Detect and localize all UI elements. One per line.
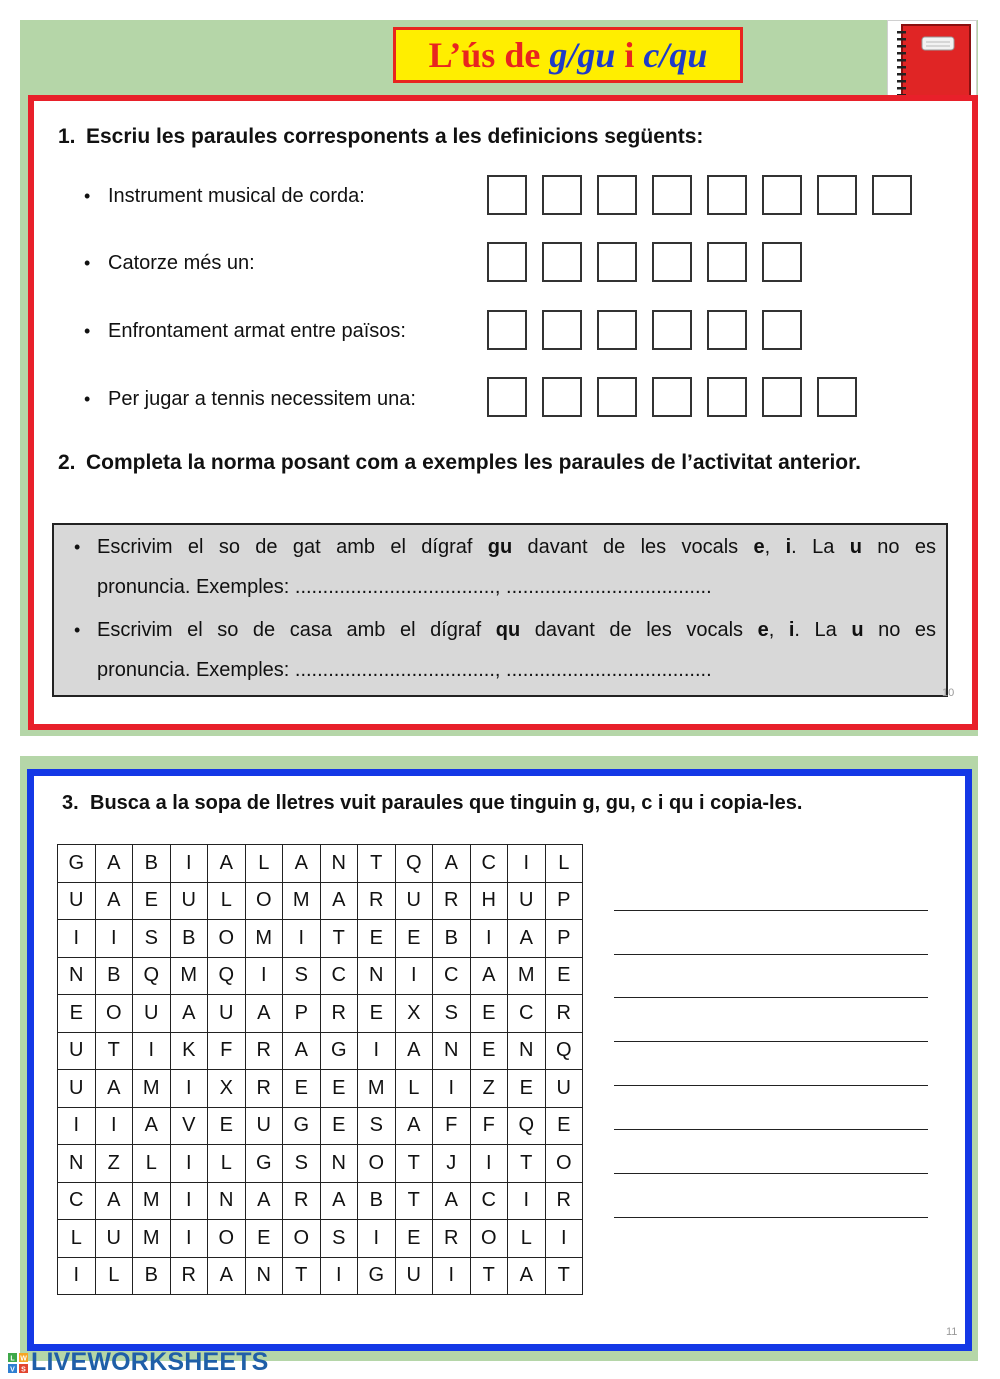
grid-row [58, 995, 583, 1033]
notebook-icon [887, 20, 977, 106]
grid-cell[interactable]: H [470, 882, 508, 920]
grid-cell[interactable]: E [320, 1107, 358, 1145]
grid-cell[interactable]: N [58, 957, 96, 995]
grid-cell[interactable]: U [395, 882, 433, 920]
rule-1-digraph: gu [487, 536, 513, 558]
grid-cell[interactable]: C [508, 995, 546, 1033]
rule-1-letter-u: u [849, 536, 862, 558]
grid-cell[interactable]: P [545, 920, 583, 958]
grid-cell[interactable]: T [283, 1257, 321, 1295]
grid-cell[interactable]: S [133, 920, 171, 958]
grid-cell[interactable]: F [208, 1032, 246, 1070]
grid-cell[interactable]: R [433, 882, 471, 920]
grid-cell[interactable]: I [508, 845, 546, 883]
grid-cell[interactable]: L [95, 1257, 133, 1295]
answer-boxes-1[interactable] [487, 175, 912, 215]
grid-cell[interactable]: A [283, 845, 321, 883]
grid-cell[interactable]: C [58, 1182, 96, 1220]
grid-cell[interactable]: U [58, 1032, 96, 1070]
grid-cell[interactable]: E [395, 1220, 433, 1258]
grid-cell[interactable]: N [508, 1032, 546, 1070]
answer-line[interactable] [614, 997, 928, 998]
grid-cell[interactable]: E [283, 1070, 321, 1108]
grid-cell[interactable]: T [470, 1257, 508, 1295]
grid-cell[interactable]: G [320, 1032, 358, 1070]
question-1-text: Escriu les paraules corresponents a les definicions següents: [86, 125, 704, 148]
title-c: c/qu [643, 35, 708, 75]
liveworksheets-logo-icon [8, 1353, 28, 1373]
grid-cell[interactable]: A [133, 1107, 171, 1145]
grid-cell[interactable]: A [245, 995, 283, 1033]
letter-box[interactable] [817, 175, 857, 215]
grid-row [58, 845, 583, 883]
grid-cell[interactable]: O [545, 1145, 583, 1183]
answer-boxes-3[interactable] [487, 310, 802, 350]
grid-row [58, 1145, 583, 1183]
letter-box[interactable] [542, 377, 582, 417]
grid-cell[interactable]: Q [208, 957, 246, 995]
grid-cell[interactable]: C [433, 957, 471, 995]
grid-cell[interactable]: I [133, 1032, 171, 1070]
grid-cell[interactable]: I [433, 1070, 471, 1108]
logo-letter: S [21, 1366, 26, 1373]
grid-cell[interactable]: N [320, 1145, 358, 1183]
grid-cell[interactable]: F [470, 1107, 508, 1145]
rule-2-text-a: Escrivim el so de casa amb el dígraf [97, 619, 496, 641]
letter-box[interactable] [707, 242, 747, 282]
grid-cell[interactable]: B [133, 845, 171, 883]
question-3-text: Busca a la sopa de lletres vuit paraules que tinguin g, gu, c i qu i copia-les. [90, 792, 803, 814]
grid-cell[interactable]: U [208, 995, 246, 1033]
grid-cell[interactable]: Q [133, 957, 171, 995]
grid-row [58, 1107, 583, 1145]
grid-cell[interactable]: U [133, 995, 171, 1033]
grid-cell[interactable]: A [433, 1182, 471, 1220]
grid-cell[interactable]: Z [95, 1145, 133, 1183]
grid-cell[interactable]: Q [545, 1032, 583, 1070]
grid-cell[interactable]: I [283, 920, 321, 958]
rule-2-text-d: . La [794, 619, 852, 641]
grid-cell[interactable]: M [508, 957, 546, 995]
grid-cell[interactable]: K [170, 1032, 208, 1070]
grid-cell[interactable]: A [95, 845, 133, 883]
rule-1: • Escrivim el so de gat amb el dígraf gu davant de les vocals e, i. La u no es pronuncia. Exemples: ...................................., ..................................... [74, 527, 936, 607]
grid-cell[interactable]: A [395, 1107, 433, 1145]
rule-1-text-d: . La [791, 536, 850, 558]
grid-cell[interactable]: R [283, 1182, 321, 1220]
grid-cell[interactable]: O [470, 1220, 508, 1258]
grid-cell[interactable]: X [395, 995, 433, 1033]
grid-cell[interactable]: S [320, 1220, 358, 1258]
rule-1-examples[interactable]: pronuncia. Exemples: ...................................., ..................................... [97, 576, 712, 598]
grid-cell[interactable]: S [283, 1145, 321, 1183]
title-pre: L’ús de [428, 35, 550, 75]
grid-cell[interactable]: O [95, 995, 133, 1033]
grid-cell[interactable]: C [470, 845, 508, 883]
grid-cell[interactable]: C [470, 1182, 508, 1220]
grid-cell[interactable]: S [283, 957, 321, 995]
grid-cell[interactable]: E [508, 1070, 546, 1108]
grid-cell[interactable]: A [508, 920, 546, 958]
grid-cell[interactable]: I [545, 1220, 583, 1258]
grid-row [58, 1032, 583, 1070]
grid-cell[interactable]: I [470, 1145, 508, 1183]
grid-row [58, 1182, 583, 1220]
letter-box[interactable] [487, 242, 527, 282]
answer-line[interactable] [614, 910, 928, 911]
grid-cell[interactable]: G [283, 1107, 321, 1145]
grid-cell[interactable]: T [395, 1145, 433, 1183]
definition-2: • Catorze més un: [84, 252, 255, 274]
grid-cell[interactable]: U [58, 1070, 96, 1108]
rule-2-digraph: qu [495, 619, 521, 641]
grid-cell[interactable]: E [470, 1032, 508, 1070]
grid-row [58, 957, 583, 995]
grid-cell[interactable]: R [320, 995, 358, 1033]
letter-box[interactable] [872, 175, 912, 215]
grid-cell[interactable]: U [395, 1257, 433, 1295]
grid-cell[interactable]: A [320, 1182, 358, 1220]
grid-cell[interactable]: I [58, 1257, 96, 1295]
grid-cell[interactable]: G [358, 1257, 396, 1295]
brand-name: LIVEWORKSHEETS [31, 1348, 269, 1376]
grid-cell[interactable]: I [170, 1145, 208, 1183]
grid-cell[interactable]: O [208, 1220, 246, 1258]
page-number-11: 11 [946, 1326, 958, 1338]
grid-cell[interactable]: I [358, 1220, 396, 1258]
grid-cell[interactable]: N [358, 957, 396, 995]
grid-cell[interactable]: U [245, 1107, 283, 1145]
rule-2-vowel-i: i [788, 619, 795, 641]
grid-cell[interactable]: I [358, 1032, 396, 1070]
grid-cell[interactable]: N [58, 1145, 96, 1183]
letter-box[interactable] [762, 242, 802, 282]
grid-cell[interactable]: E [320, 1070, 358, 1108]
grid-cell[interactable]: L [508, 1220, 546, 1258]
grid-cell[interactable]: L [245, 845, 283, 883]
grid-cell[interactable]: L [395, 1070, 433, 1108]
grid-cell[interactable]: U [545, 1070, 583, 1108]
grid-cell[interactable]: T [358, 845, 396, 883]
rule-1-text-c: davant de les vocals [512, 536, 754, 558]
title-mid: i [615, 35, 644, 75]
grid-cell[interactable]: I [95, 1107, 133, 1145]
rule-1-vowel-e: e [753, 536, 765, 558]
grid-cell[interactable]: U [508, 882, 546, 920]
answer-boxes-2[interactable] [487, 242, 802, 282]
rule-2-sep: , [768, 619, 789, 641]
grid-cell[interactable]: M [283, 882, 321, 920]
grid-cell[interactable]: A [320, 882, 358, 920]
exercise-frame-2 [27, 769, 972, 1351]
grid-cell[interactable]: N [245, 1257, 283, 1295]
rule-1-text-a: Escrivim el so de gat amb el dígraf [97, 536, 488, 558]
grid-cell[interactable]: A [95, 1182, 133, 1220]
grid-cell[interactable]: J [433, 1145, 471, 1183]
logo-letter: W [20, 1355, 27, 1362]
grid-cell[interactable]: A [283, 1032, 321, 1070]
rule-1-text-e: no es [861, 536, 936, 558]
grid-cell[interactable]: I [95, 920, 133, 958]
grid-cell[interactable]: E [133, 882, 171, 920]
letter-box[interactable] [597, 175, 637, 215]
rule-2-vowel-e: e [757, 619, 769, 641]
grid-cell[interactable]: I [320, 1257, 358, 1295]
grid-cell[interactable]: M [358, 1070, 396, 1108]
grid-cell[interactable]: E [395, 920, 433, 958]
grid-cell[interactable]: O [283, 1220, 321, 1258]
liveworksheets-brand[interactable] [8, 1348, 269, 1377]
letter-box[interactable] [487, 310, 527, 350]
letter-box[interactable] [762, 310, 802, 350]
grid-cell[interactable]: N [208, 1182, 246, 1220]
grid-cell[interactable]: L [208, 882, 246, 920]
grid-cell[interactable]: U [170, 882, 208, 920]
answer-line[interactable] [614, 1173, 928, 1174]
grid-cell[interactable]: X [208, 1070, 246, 1108]
letter-box[interactable] [652, 310, 692, 350]
definition-1-text: Instrument musical de corda: [108, 185, 365, 207]
definition-3: • Enfrontament armat entre països: [84, 320, 406, 342]
grid-cell[interactable]: Z [470, 1070, 508, 1108]
definition-1: • Instrument musical de corda: [84, 185, 365, 207]
grid-cell[interactable]: T [95, 1032, 133, 1070]
grid-cell[interactable]: T [320, 920, 358, 958]
grid-cell[interactable]: B [358, 1182, 396, 1220]
grid-cell[interactable]: I [58, 920, 96, 958]
grid-cell[interactable]: E [245, 1220, 283, 1258]
grid-cell[interactable]: O [358, 1145, 396, 1183]
grid-cell[interactable]: N [320, 845, 358, 883]
question-1-number: 1. [58, 125, 76, 148]
letter-box[interactable] [707, 175, 747, 215]
grid-row [58, 920, 583, 958]
letter-box[interactable] [542, 175, 582, 215]
letter-box[interactable] [597, 310, 637, 350]
grid-cell[interactable]: G [58, 845, 96, 883]
grid-cell[interactable]: E [58, 995, 96, 1033]
logo-letter: V [10, 1366, 15, 1373]
grid-cell[interactable]: I [170, 845, 208, 883]
grid-cell[interactable]: A [508, 1257, 546, 1295]
grid-cell[interactable]: O [245, 882, 283, 920]
grid-cell[interactable]: I [395, 957, 433, 995]
rule-2-text-e: no es [863, 619, 937, 641]
grid-cell[interactable]: G [245, 1145, 283, 1183]
grid-cell[interactable]: V [170, 1107, 208, 1145]
grid-cell[interactable]: E [470, 995, 508, 1033]
grid-row [58, 1220, 583, 1258]
grid-cell[interactable]: R [545, 1182, 583, 1220]
definition-3-text: Enfrontament armat entre països: [108, 320, 406, 342]
answer-line[interactable] [614, 1041, 928, 1042]
grid-cell[interactable]: I [508, 1182, 546, 1220]
rule-1-sep: , [764, 536, 786, 558]
grid-cell[interactable]: S [433, 995, 471, 1033]
letter-box[interactable] [707, 310, 747, 350]
grid-cell[interactable]: I [170, 1070, 208, 1108]
grid-cell[interactable]: T [508, 1145, 546, 1183]
grid-cell[interactable]: E [358, 920, 396, 958]
letter-box[interactable] [817, 377, 857, 417]
grid-cell[interactable]: M [133, 1220, 171, 1258]
logo-letter: L [10, 1355, 15, 1362]
grid-cell[interactable]: R [358, 882, 396, 920]
word-search-grid[interactable] [57, 844, 583, 1295]
letter-box[interactable] [652, 175, 692, 215]
definition-2-text: Catorze més un: [108, 252, 255, 274]
title-g: g/gu [549, 35, 616, 75]
grid-cell[interactable]: B [133, 1257, 171, 1295]
grid-cell[interactable]: B [95, 957, 133, 995]
grid-cell[interactable]: M [133, 1070, 171, 1108]
question-2-number: 2. [58, 451, 76, 474]
rule-2-text-c: davant de les vocals [520, 619, 758, 641]
grid-cell[interactable]: N [433, 1032, 471, 1070]
grid-cell[interactable]: R [433, 1220, 471, 1258]
answer-line[interactable] [614, 1217, 928, 1218]
grid-cell[interactable]: A [395, 1032, 433, 1070]
rule-2-examples[interactable]: pronuncia. Exemples: ...................................., ..................................... [97, 659, 712, 681]
grid-cell[interactable]: T [545, 1257, 583, 1295]
grid-cell[interactable]: A [470, 957, 508, 995]
question-2-text: Completa la norma posant com a exemples les paraules de l’activitat anterior. [86, 451, 861, 474]
question-1 [58, 125, 703, 149]
answer-line[interactable] [614, 1085, 928, 1086]
grid-cell[interactable]: R [545, 995, 583, 1033]
grid-cell[interactable]: Q [395, 845, 433, 883]
grid-cell[interactable]: I [170, 1182, 208, 1220]
letter-box[interactable] [487, 377, 527, 417]
grid-cell[interactable]: L [208, 1145, 246, 1183]
grid-cell[interactable]: I [470, 920, 508, 958]
definition-4-text: Per jugar a tennis necessitem una: [108, 388, 416, 410]
grid-cell[interactable]: I [58, 1107, 96, 1145]
grid-cell[interactable]: C [320, 957, 358, 995]
grid-cell[interactable]: A [95, 1070, 133, 1108]
answer-boxes-4[interactable] [487, 377, 857, 417]
rule-box [52, 523, 948, 697]
grid-cell[interactable]: E [545, 957, 583, 995]
grid-cell[interactable]: L [58, 1220, 96, 1258]
grid-cell[interactable]: A [433, 845, 471, 883]
grid-cell[interactable]: M [133, 1182, 171, 1220]
grid-cell[interactable]: A [245, 1182, 283, 1220]
letter-box[interactable] [542, 242, 582, 282]
letter-box[interactable] [597, 377, 637, 417]
letter-box[interactable] [762, 175, 802, 215]
grid-cell[interactable]: U [58, 882, 96, 920]
slide-2 [20, 756, 978, 1361]
question-3-number: 3. [62, 792, 79, 814]
grid-cell[interactable]: L [545, 845, 583, 883]
grid-cell[interactable]: I [433, 1257, 471, 1295]
grid-cell[interactable]: I [245, 957, 283, 995]
grid-cell[interactable]: M [170, 957, 208, 995]
letter-box[interactable] [487, 175, 527, 215]
grid-cell[interactable]: I [170, 1220, 208, 1258]
letter-box[interactable] [707, 377, 747, 417]
grid-cell[interactable]: B [433, 920, 471, 958]
grid-cell[interactable]: B [170, 920, 208, 958]
question-3 [62, 792, 802, 815]
grid-cell[interactable]: L [133, 1145, 171, 1183]
rule-2-letter-u: u [851, 619, 864, 641]
grid-row [58, 1257, 583, 1295]
grid-row [58, 882, 583, 920]
grid-row [58, 1070, 583, 1108]
grid-cell[interactable]: E [208, 1107, 246, 1145]
letter-box[interactable] [762, 377, 802, 417]
grid-cell[interactable]: A [95, 882, 133, 920]
grid-cell[interactable]: P [283, 995, 321, 1033]
letter-box[interactable] [597, 242, 637, 282]
answer-line[interactable] [614, 954, 928, 955]
grid-cell[interactable]: A [170, 995, 208, 1033]
grid-cell[interactable]: M [245, 920, 283, 958]
grid-cell[interactable]: S [358, 1107, 396, 1145]
grid-cell[interactable]: T [395, 1182, 433, 1220]
page-number-10: 10 [942, 687, 955, 699]
grid-cell[interactable]: A [208, 845, 246, 883]
slide-1 [20, 20, 978, 736]
grid-cell[interactable]: R [170, 1257, 208, 1295]
question-2 [58, 449, 942, 476]
letter-box[interactable] [652, 242, 692, 282]
grid-cell[interactable]: E [358, 995, 396, 1033]
exercise-frame-1 [28, 95, 978, 730]
letter-box[interactable] [542, 310, 582, 350]
letter-box[interactable] [652, 377, 692, 417]
page-title [393, 27, 743, 83]
grid-cell[interactable]: R [245, 1032, 283, 1070]
grid-cell[interactable]: O [208, 920, 246, 958]
grid-cell[interactable]: P [545, 882, 583, 920]
answer-line[interactable] [614, 1129, 928, 1130]
grid-cell[interactable]: F [433, 1107, 471, 1145]
rule-2: • Escrivim el so de casa amb el dígraf qu davant de les vocals e, i. La u no es pronuncia. Exemples: ...................................., ..................................... [74, 610, 936, 690]
grid-cell[interactable]: R [245, 1070, 283, 1108]
grid-cell[interactable]: U [95, 1220, 133, 1258]
grid-cell[interactable]: Q [508, 1107, 546, 1145]
rule-1-vowel-i: i [785, 536, 792, 558]
grid-cell[interactable]: A [208, 1257, 246, 1295]
grid-cell[interactable]: E [545, 1107, 583, 1145]
definition-4: • Per jugar a tennis necessitem una: [84, 388, 416, 410]
